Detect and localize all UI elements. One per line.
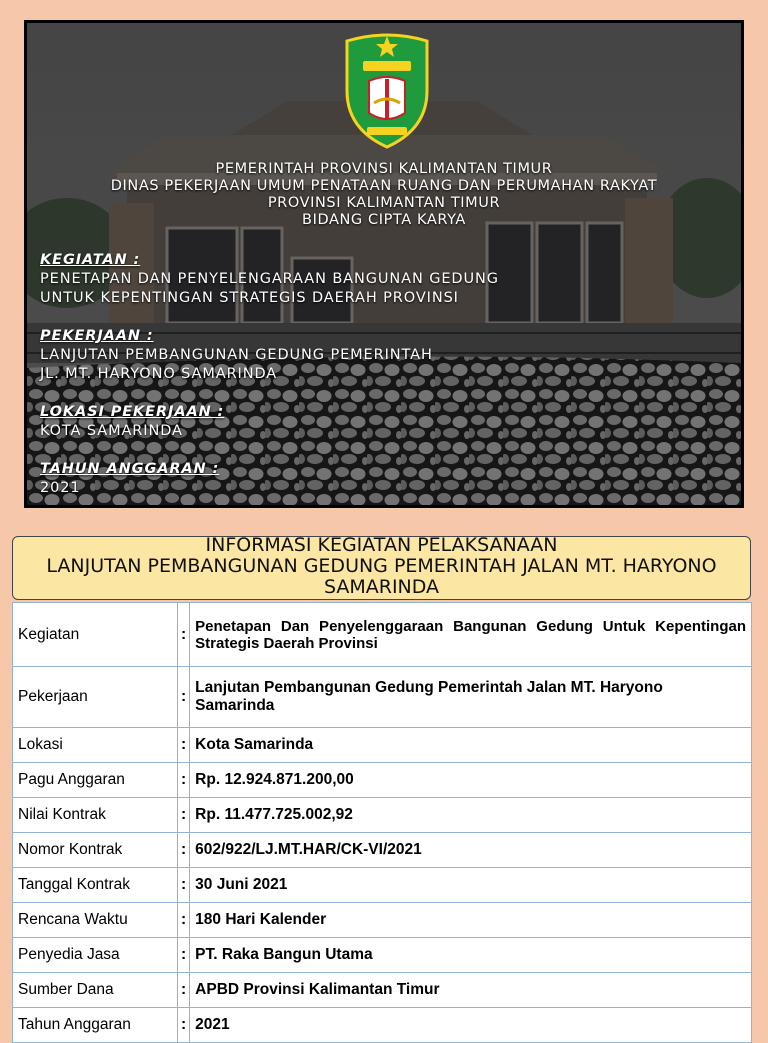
row-separator: : (178, 973, 190, 1008)
table-row (13, 798, 752, 833)
table-row (13, 728, 752, 763)
row-value: Penetapan Dan Penyelenggaraan Bangunan Gedung Untuk Kepentingan Strategis Daerah Provinsi (190, 603, 752, 667)
lokasi-label: LOKASI PEKERJAAN : (40, 404, 225, 420)
row-separator: : (178, 728, 190, 763)
row-key: Tanggal Kontrak (13, 868, 178, 903)
kegiatan-value: UNTUK KEPENTINGAN STRATEGIS DAERAH PROVINSI (40, 290, 459, 306)
row-key: Sumber Dana (13, 973, 178, 1008)
row-separator: : (178, 1008, 190, 1043)
row-key: Nilai Kontrak (13, 798, 178, 833)
info-subtitle: LANJUTAN PEMBANGUNAN GEDUNG PEMERINTAH JALAN MT. HARYONO SAMARINDA (46, 555, 717, 598)
row-separator: : (178, 938, 190, 973)
row-value: Rp. 12.924.871.200,00 (190, 763, 752, 798)
row-key: Rencana Waktu (13, 903, 178, 938)
row-separator: : (178, 903, 190, 938)
row-value: 30 Juni 2021 (190, 868, 752, 903)
row-value: 2021 (190, 1008, 752, 1043)
row-separator: : (178, 868, 190, 903)
header-line: PROVINSI KALIMANTAN TIMUR (267, 195, 501, 211)
info-title-box (12, 536, 751, 600)
table-row (13, 868, 752, 903)
header-banner (24, 20, 744, 508)
row-separator: : (178, 763, 190, 798)
row-value: APBD Provinsi Kalimantan Timur (190, 973, 752, 1008)
row-key: Lokasi (13, 728, 178, 763)
row-value: 180 Hari Kalender (190, 903, 752, 938)
row-separator: : (178, 603, 190, 667)
header-line: DINAS PEKERJAAN UMUM PENATAAN RUANG DAN PERUMAHAN RAKYAT (110, 178, 658, 194)
kegiatan-value: PENETAPAN DAN PENYELENGARAAN BANGUNAN GEDUNG (40, 271, 499, 287)
lokasi-value: KOTA SAMARINDA (40, 423, 183, 439)
row-key: Nomor Kontrak (13, 833, 178, 868)
row-value: Rp. 11.477.725.002,92 (190, 798, 752, 833)
row-separator: : (178, 798, 190, 833)
pekerjaan-value: JL. MT. HARYONO SAMARINDA (40, 366, 278, 382)
row-key: Kegiatan (13, 603, 178, 667)
row-key: Pagu Anggaran (13, 763, 178, 798)
table-row (13, 667, 752, 728)
header-line: PEMERINTAH PROVINSI KALIMANTAN TIMUR (215, 161, 553, 177)
row-value: 602/922/LJ.MT.HAR/CK-VI/2021 (190, 833, 752, 868)
row-value: PT. Raka Bangun Utama (190, 938, 752, 973)
row-separator: : (178, 667, 190, 728)
pekerjaan-value: LANJUTAN PEMBANGUNAN GEDUNG PEMERINTAH (40, 347, 433, 363)
row-separator: : (178, 833, 190, 868)
tahun-label: TAHUN ANGGARAN : (40, 461, 220, 477)
row-value: Kota Samarinda (190, 728, 752, 763)
row-key: Pekerjaan (13, 667, 178, 728)
table-row (13, 973, 752, 1008)
pekerjaan-label: PEKERJAAN : (40, 328, 154, 344)
info-table (12, 602, 752, 1043)
tahun-value: 2021 (40, 480, 81, 496)
table-row (13, 763, 752, 798)
table-row (13, 903, 752, 938)
info-title: INFORMASI KEGIATAN PELAKSANAAN (205, 536, 558, 556)
row-value: Lanjutan Pembangunan Gedung Pemerintah Jalan MT. Haryono Samarinda (190, 667, 752, 728)
table-row (13, 603, 752, 667)
table-row (13, 833, 752, 868)
banner-info (40, 251, 499, 498)
row-key: Tahun Anggaran (13, 1008, 178, 1043)
header-line: BIDANG CIPTA KARYA (302, 212, 466, 228)
row-key: Penyedia Jasa (13, 938, 178, 973)
provincial-emblem (341, 33, 433, 149)
table-row (13, 938, 752, 973)
agency-header (27, 161, 741, 229)
table-row (13, 1008, 752, 1043)
kegiatan-label: KEGIATAN : (40, 252, 141, 268)
